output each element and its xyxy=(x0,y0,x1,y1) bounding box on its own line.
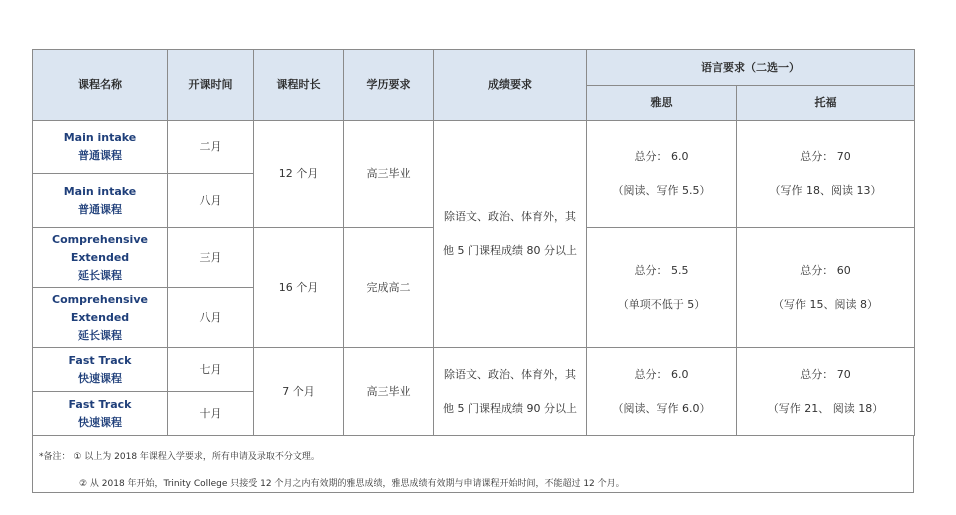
header-grades: 成绩要求 xyxy=(434,50,587,121)
header-education: 学历要求 xyxy=(344,50,434,121)
note-line-2: ② 从 2018 年开始，Trinity College 只接受 12 个月之内有效期的雅思成绩，雅思成绩有效期与申请课程开始时间，不能超过 12 个月。 xyxy=(79,479,625,489)
course-name-cell: Fast Track 快速课程 xyxy=(33,348,168,392)
toefl-requirement-cell: 总分： 70 （写作 21、 阅读 18） xyxy=(737,348,915,436)
table-row xyxy=(33,121,915,174)
course-name-cell: Main intake 普通课程 xyxy=(33,174,168,228)
requirements-table xyxy=(32,49,915,436)
admission-requirements-document xyxy=(32,49,914,493)
header-toefl: 托福 xyxy=(737,86,915,121)
education-cell: 完成高二 xyxy=(344,228,434,348)
duration-cell: 16 个月 xyxy=(254,228,344,348)
start-month-cell: 八月 xyxy=(168,174,254,228)
note-line-1: *备注： ① 以上为 2018 年课程入学要求，所有申请及录取不分文理。 xyxy=(39,452,320,462)
course-name-cell: Comprehensive Extended 延长课程 xyxy=(33,288,168,348)
start-month-cell: 三月 xyxy=(168,228,254,288)
ielts-requirement-cell: 总分： 6.0 （阅读、写作 5.5） xyxy=(587,121,737,228)
toefl-requirement-cell: 总分： 70 （写作 18、阅读 13） xyxy=(737,121,915,228)
course-name-cell: Comprehensive Extended 延长课程 xyxy=(33,228,168,288)
duration-cell: 7 个月 xyxy=(254,348,344,436)
duration-cell: 12 个月 xyxy=(254,121,344,228)
notes-box xyxy=(32,436,914,493)
header-language: 语言要求（二选一） xyxy=(587,50,915,86)
grade-requirement-cell: 除语文、政治、体育外，其 他 5 门课程成绩 80 分以上 xyxy=(434,121,587,348)
toefl-requirement-cell: 总分： 60 （写作 15、阅读 8） xyxy=(737,228,915,348)
header-duration: 课程时长 xyxy=(254,50,344,121)
ielts-requirement-cell: 总分： 5.5 （单项不低于 5） xyxy=(587,228,737,348)
start-month-cell: 七月 xyxy=(168,348,254,392)
course-name-cell: Main intake 普通课程 xyxy=(33,121,168,174)
header-ielts: 雅思 xyxy=(587,86,737,121)
header-course-name: 课程名称 xyxy=(33,50,168,121)
start-month-cell: 十月 xyxy=(168,392,254,436)
header-start-time: 开课时间 xyxy=(168,50,254,121)
start-month-cell: 八月 xyxy=(168,288,254,348)
ielts-requirement-cell: 总分： 6.0 （阅读、写作 6.0） xyxy=(587,348,737,436)
table-row xyxy=(33,348,915,392)
education-cell: 高三毕业 xyxy=(344,348,434,436)
course-name-cell: Fast Track 快速课程 xyxy=(33,392,168,436)
grade-requirement-cell: 除语文、政治、体育外，其 他 5 门课程成绩 90 分以上 xyxy=(434,348,587,436)
start-month-cell: 二月 xyxy=(168,121,254,174)
education-cell: 高三毕业 xyxy=(344,121,434,228)
